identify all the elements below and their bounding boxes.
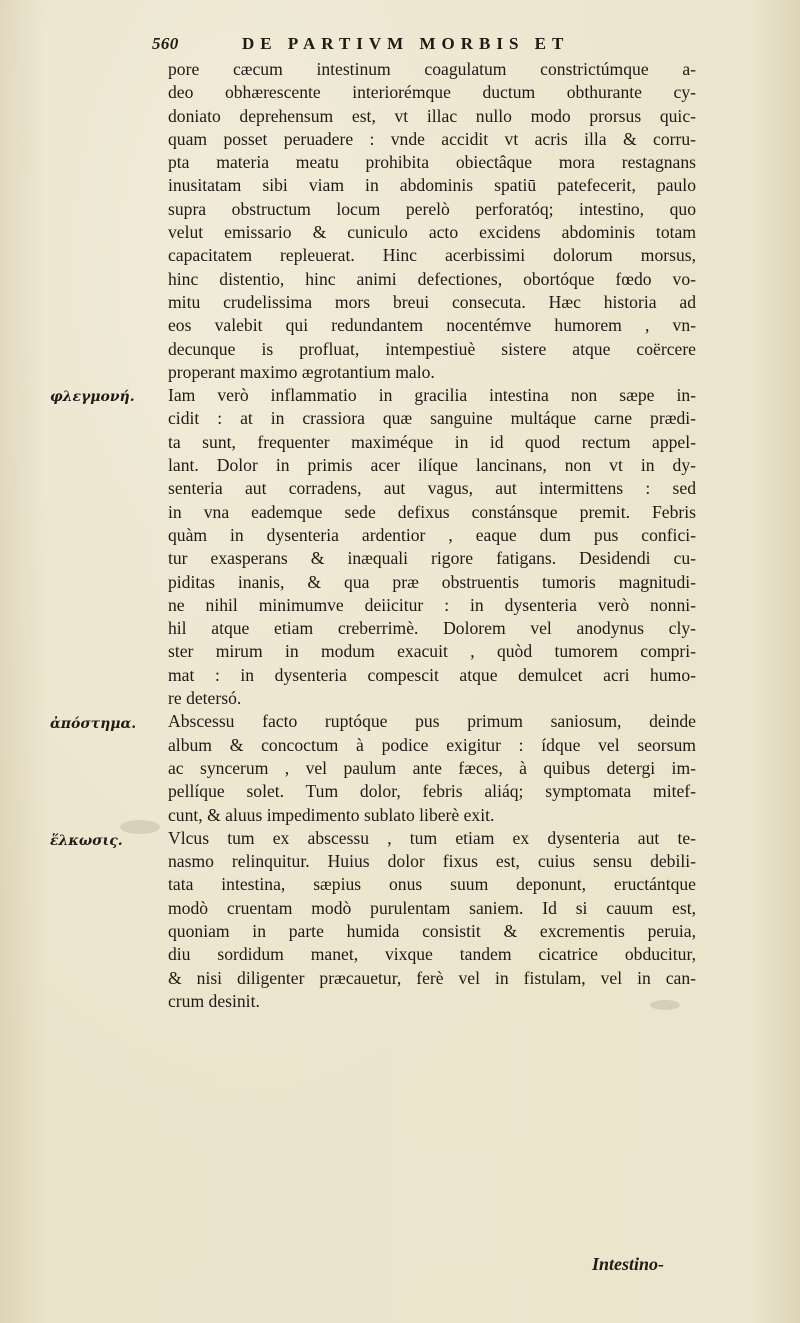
page-number: 560 <box>152 34 179 53</box>
text-line: quàm in dysenteria ardentior , eaque dum pus confici- <box>168 524 696 545</box>
text-line: hinc distentio, hinc animi defectiones, obortóque fœdo vo- <box>168 268 696 289</box>
text-line: ta sunt, frequenter maximéque in id quod rectum appel- <box>168 431 696 452</box>
margin-note-apostema: ἀπόστημα. <box>50 716 137 732</box>
text-line: pore cæcum intestinum coagulatum constrictúmque a- <box>168 59 696 79</box>
text-line: cunt, & aluus impedimento sublato liberè exit. <box>168 804 495 825</box>
text-line: cidit : at in crassiora quæ sanguine multáque carne prædi- <box>168 408 696 429</box>
text-line: ster mirum in modum exacuit , quòd tumorem compri- <box>168 641 696 662</box>
text-line: pta materia meatu prohibita obiectâque mora restagnans <box>168 152 696 173</box>
text-line: ac syncerum , vel paulum ante fæces, à quibus detergi im- <box>168 757 696 778</box>
text-line: eos valebit qui redundantem nocentémve humorem , vn- <box>168 315 696 336</box>
text-line: mat : in dysenteria compescit atque demulcet acri humo- <box>168 664 696 685</box>
text-line: supra obstructum locum perelò perforatóq; intestino, quo <box>168 198 696 219</box>
text-line: piditas inanis, & qua præ obstruentis tumoris magnitudi- <box>168 571 696 592</box>
text-line: in vna eademque sede defixus constánsque premit. Febris <box>168 501 696 522</box>
text-line: doniato deprehensum est, vt illac nullo modo prorsus quic- <box>168 105 696 126</box>
text-line: & nisi diligenter præcauetur, ferè vel in fistulam, vel in can- <box>168 967 696 988</box>
text-line: Vlcus tum ex abscessu , tum etiam ex dysenteria aut te- <box>168 827 696 848</box>
text-line: tur exasperans & inæquali rigore fatigans. Desidendi cu- <box>168 548 696 569</box>
text-line: inusitatam sibi viam in abdominis spatiū patefecerit, paulo <box>168 175 696 196</box>
text-line: diu sordidum manet, vixque tandem cicatrice obducitur, <box>168 944 696 965</box>
text-line: pellíque solet. Tum dolor, febris aliáq; symptomata mitef- <box>168 781 696 802</box>
text-line: hil atque etiam creberrimè. Dolorem vel anodynus cly- <box>168 618 696 639</box>
page-header <box>152 34 712 58</box>
text-line: mitu crudelissima mors breui consecuta. Hæc historia ad <box>168 291 696 312</box>
running-head: DE PARTIVM MORBIS ET <box>242 34 570 53</box>
text-line: crum desinit. <box>168 990 260 1011</box>
body-text <box>168 58 696 1013</box>
margin-note-helkosis: ἕλκωσις. <box>50 833 123 849</box>
text-line: modò cruentam modò purulentam saniem. Id si cauum est, <box>168 897 696 918</box>
text-line: velut emissario & cuniculo acto excidens abdominis totam <box>168 222 696 243</box>
text-line: album & concoctum à podice exigitur : ídque vel seorsum <box>168 734 696 755</box>
text-line: Abscessu facto ruptóque pus primum saniosum, deinde <box>168 711 696 732</box>
text-line: deo obhærescente interiorémque ductum obthurante cy- <box>168 82 696 103</box>
paper-stain <box>120 820 160 834</box>
text-line: ne nihil minimumve deiicitur : in dysenteria verò nonni- <box>168 594 696 615</box>
text-line: capacitatem repleuerat. Hinc acerbissimi dolorum morsus, <box>168 245 696 266</box>
text-line: nasmo relinquitur. Huius dolor fixus est, cuius sensu debili- <box>168 851 696 872</box>
text-line: decunque is profluat, intempestiuè sistere atque coërcere <box>168 338 696 359</box>
text-line: quam posset peruadere : vnde accidit vt acris illa & corru- <box>168 128 696 149</box>
text-line: senteria aut corradens, aut vagus, aut intermittens : sed <box>168 478 696 499</box>
text-line: re detersó. <box>168 688 242 709</box>
text-line: quoniam in parte humida consistit & excrementis peruia, <box>168 920 696 941</box>
text-line: properant maximo ægrotantium malo. <box>168 361 435 382</box>
text-line: lant. Dolor in primis acer ilíque lancinans, non vt in dy- <box>168 455 696 476</box>
text-line: Iam verò inflammatio in gracilia intestina non sæpe in- <box>168 385 696 406</box>
text-line: tata intestina, sæpius onus suum deponunt, eructántque <box>168 874 696 895</box>
catchword: Intestino- <box>592 1254 665 1274</box>
margin-note-phlegmone: φλεγμονή. <box>50 389 135 405</box>
